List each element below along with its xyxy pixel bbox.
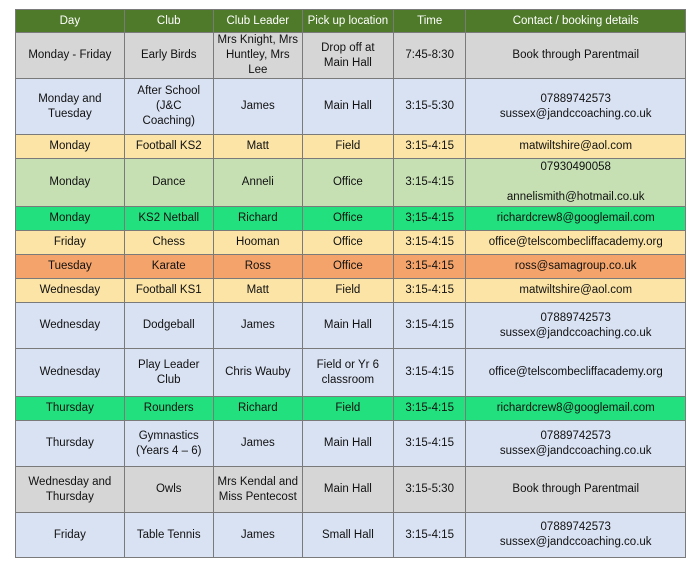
cell-club-leader: Matt (213, 135, 302, 159)
cell-club: Rounders (124, 397, 213, 421)
cell-pickup-location: Main Hall (302, 303, 393, 349)
cell-club: Football KS1 (124, 279, 213, 303)
cell-club-leader: Mrs Kendal and Miss Pentecost (213, 467, 302, 513)
table-row (16, 467, 686, 513)
cell-contact: office@telscombecliffacademy.org (466, 349, 686, 397)
cell-time: 3:15-4:15 (393, 397, 465, 421)
header-club: Club (124, 10, 213, 33)
table-row (16, 279, 686, 303)
cell-contact: 07889742573 sussex@jandccoaching.co.uk (466, 79, 686, 135)
cell-time: 7:45-8:30 (393, 33, 465, 79)
cell-time: 3;15-4:15 (393, 207, 465, 231)
cell-club-leader: Matt (213, 279, 302, 303)
cell-contact: richardcrew8@googlemail.com (466, 397, 686, 421)
cell-club: Table Tennis (124, 513, 213, 558)
header-pickup-location: Pick up location (302, 10, 393, 33)
cell-pickup-location: Field or Yr 6 classroom (302, 349, 393, 397)
header-row (16, 10, 686, 33)
cell-club-leader: Anneli (213, 159, 302, 207)
cell-club: Dodgeball (124, 303, 213, 349)
cell-day: Wednesday (16, 279, 125, 303)
cell-time: 3:15-5:30 (393, 467, 465, 513)
table-header (16, 10, 686, 33)
cell-club: Karate (124, 255, 213, 279)
cell-day: Wednesday and Thursday (16, 467, 125, 513)
cell-contact: office@telscombecliffacademy.org (466, 231, 686, 255)
cell-club-leader: James (213, 513, 302, 558)
cell-contact: 07930490058 annelismith@hotmail.co.uk (466, 159, 686, 207)
table-row (16, 135, 686, 159)
cell-time: 3:15-4:15 (393, 255, 465, 279)
table-row (16, 231, 686, 255)
header-club-leader: Club Leader (213, 10, 302, 33)
cell-day: Wednesday (16, 303, 125, 349)
cell-pickup-location: Drop off at Main Hall (302, 33, 393, 79)
table-row (16, 303, 686, 349)
cell-club: KS2 Netball (124, 207, 213, 231)
cell-contact: 07889742573 sussex@jandccoaching.co.uk (466, 303, 686, 349)
cell-pickup-location: Main Hall (302, 79, 393, 135)
cell-day: Thursday (16, 421, 125, 467)
cell-club-leader: Richard (213, 207, 302, 231)
cell-pickup-location: Field (302, 279, 393, 303)
cell-club-leader: Chris Wauby (213, 349, 302, 397)
cell-pickup-location: Main Hall (302, 421, 393, 467)
table-row (16, 33, 686, 79)
cell-pickup-location: Main Hall (302, 467, 393, 513)
cell-pickup-location: Office (302, 207, 393, 231)
cell-time: 3:15-4:15 (393, 135, 465, 159)
cell-club-leader: Ross (213, 255, 302, 279)
cell-pickup-location: Field (302, 135, 393, 159)
cell-club: Dance (124, 159, 213, 207)
table-row (16, 255, 686, 279)
table-row (16, 349, 686, 397)
after-school-clubs-table (15, 9, 686, 558)
table-row (16, 513, 686, 558)
cell-contact: 07889742573 sussex@jandccoaching.co.uk (466, 421, 686, 467)
cell-pickup-location: Office (302, 159, 393, 207)
header-time: Time (393, 10, 465, 33)
cell-club: Early Birds (124, 33, 213, 79)
cell-club-leader: Hooman (213, 231, 302, 255)
cell-club: After School (J&C Coaching) (124, 79, 213, 135)
cell-club-leader: James (213, 303, 302, 349)
header-day: Day (16, 10, 125, 33)
cell-pickup-location: Office (302, 255, 393, 279)
cell-club: Football KS2 (124, 135, 213, 159)
cell-club-leader: James (213, 421, 302, 467)
cell-day: Thursday (16, 397, 125, 421)
table-row (16, 79, 686, 135)
cell-day: Wednesday (16, 349, 125, 397)
table-row (16, 207, 686, 231)
cell-day: Monday (16, 207, 125, 231)
cell-day: Monday (16, 135, 125, 159)
cell-club-leader: Richard (213, 397, 302, 421)
cell-contact: Book through Parentmail (466, 33, 686, 79)
cell-time: 3:15-4:15 (393, 231, 465, 255)
cell-club: Gymnastics (Years 4 – 6) (124, 421, 213, 467)
cell-contact: 07889742573 sussex@jandccoaching.co.uk (466, 513, 686, 558)
cell-time: 3:15-4:15 (393, 349, 465, 397)
cell-day: Monday - Friday (16, 33, 125, 79)
cell-contact: matwiltshire@aol.com (466, 135, 686, 159)
cell-day: Tuesday (16, 255, 125, 279)
cell-time: 3:15-4:15 (393, 159, 465, 207)
cell-club: Chess (124, 231, 213, 255)
cell-pickup-location: Small Hall (302, 513, 393, 558)
cell-time: 3:15-4:15 (393, 513, 465, 558)
table-row (16, 159, 686, 207)
cell-day: Monday and Tuesday (16, 79, 125, 135)
cell-time: 3:15-4:15 (393, 303, 465, 349)
cell-day: Friday (16, 513, 125, 558)
table-row (16, 421, 686, 467)
cell-contact: richardcrew8@googlemail.com (466, 207, 686, 231)
cell-pickup-location: Office (302, 231, 393, 255)
cell-club-leader: James (213, 79, 302, 135)
cell-contact: ross@samagroup.co.uk (466, 255, 686, 279)
header-contact: Contact / booking details (466, 10, 686, 33)
cell-day: Monday (16, 159, 125, 207)
cell-club: Play Leader Club (124, 349, 213, 397)
table-body (16, 33, 686, 558)
cell-time: 3:15-4:15 (393, 421, 465, 467)
cell-contact: Book through Parentmail (466, 467, 686, 513)
cell-contact: matwiltshire@aol.com (466, 279, 686, 303)
cell-time: 3:15-5:30 (393, 79, 465, 135)
cell-pickup-location: Field (302, 397, 393, 421)
clubs-table-wrapper (15, 9, 686, 558)
table-row (16, 397, 686, 421)
cell-club-leader: Mrs Knight, Mrs Huntley, Mrs Lee (213, 33, 302, 79)
cell-day: Friday (16, 231, 125, 255)
cell-club: Owls (124, 467, 213, 513)
cell-time: 3:15-4:15 (393, 279, 465, 303)
